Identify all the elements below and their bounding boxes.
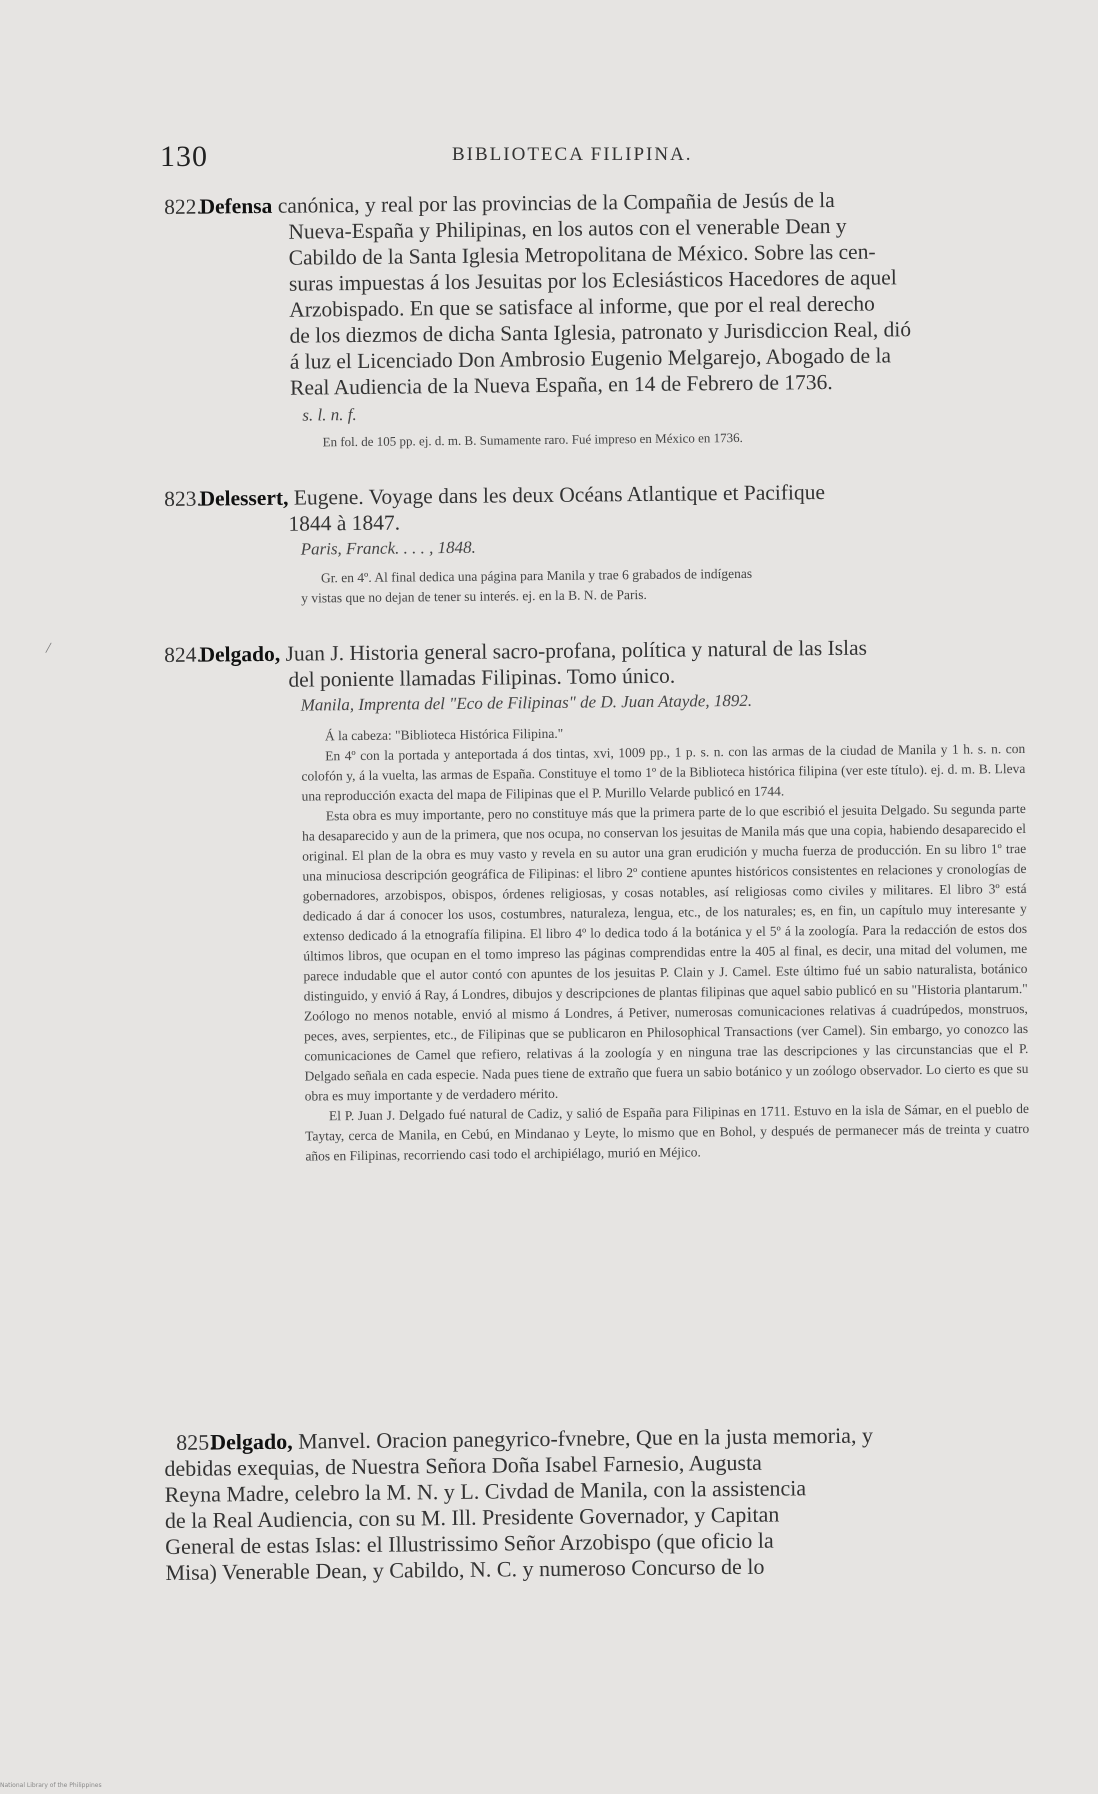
entry-title-line: suras impuestas á los Jesuitas por los Eclesiásticos Hacedores de aquel [288, 265, 897, 296]
note-paragraph: En 4º con la portada y anteportada á dos tintas, xvi, 1009 pp., 1 p. s. n. con las armas de la ciudad de Manila y 1 h. s. n. con colofón y, á la vuelta, las armas de España. Constituye el tomo 1º de la Biblioteca histórica filipina (ver este título). ej. d. m. B. Lleva una reproducción exacta del mapa de Filipinas que el P. Murillo Velarde publicó en 1744. [301, 740, 1026, 804]
entry-title-line: del poniente llamadas Filipinas. Tomo único. [288, 663, 676, 692]
entry-title-line: Nueva-España y Philipinas, en los autos con el venerable Dean y [288, 213, 847, 244]
entry-number: 824. [164, 642, 202, 667]
entry-title-line: de los diezmos de dicha Santa Iglesia, patronato y Jurisdiccion Real, dió [289, 317, 912, 348]
entry-title-line: Manvel. Oracion panegyrico-fvnebre, Que en la justa memoria, y [297, 1422, 874, 1454]
entry-title-line: Misa) Venerable Dean, y Cabildo, N. C. y numeroso Concurso de lo [165, 1553, 765, 1585]
entry-title-line: Eugene. Voyage dans les deux Océans Atlantique et Pacifique [293, 480, 826, 510]
note-line: Gr. en 4º. Al final dedica una página para Manila y trae 6 grabados de indígenas [320, 565, 753, 586]
imprint: s. l. n. f. [302, 404, 357, 425]
note-line: y vistas que no dejan de tener su interés. ej. en la B. N. de Paris. [301, 586, 647, 606]
note-paragraph: El P. Juan J. Delgado fué natural de Cadiz, y salió de España para Filipinas en 1711. Estuvo en la isla de Sámar, en el pueblo de Taytay, cerca de Manila, en Cebú, en Mindanao y Leyte, lo mismo que en Bohol, y después de permanecer más de treinta y cuatro años en Filipinas, recorriendo casi todo el archipiélago, murió en Méjico. [305, 1100, 1030, 1164]
entry-number: 825. [175, 1429, 215, 1455]
entry-822 [164, 185, 1027, 454]
entry-number: 822. [164, 194, 202, 219]
entry-title-line: Cabildo de la Santa Iglesia Metropolitana de México. Sobre las cen- [288, 239, 876, 270]
imprint: Paris, Franck. . . . , 1848. [300, 537, 476, 559]
running-title: BIBLIOTECA FILIPINA. [452, 144, 693, 165]
imprint: Manila, Imprenta del "Eco de Filipinas" de D. Juan Atayde, 1892. [300, 690, 753, 715]
entry-number: 823. [164, 486, 202, 511]
entry-title-line: debidas exequias, de Nuestra Señora Doña Isabel Farnesio, Augusta [164, 1449, 763, 1481]
entry-825 [164, 1421, 1026, 1586]
entry-name: Defensa [199, 193, 273, 219]
pencil-mark: / [44, 639, 52, 658]
entry-name: Delgado, [209, 1428, 293, 1455]
entry-name: Delessert, [199, 485, 289, 511]
entry-title-line: Juan J. Historia general sacro-profana, política y natural de las Islas [285, 635, 868, 666]
entry-title-line: á luz el Licenciado Don Ambrosio Eugenio Melgarejo, Abogado de la [289, 343, 892, 374]
scan-footer: National Library of the Philippines [0, 1782, 102, 1789]
entry-name: Delgado, [199, 641, 281, 667]
entry-title-line: de la Real Audiencia, con su M. Ill. Presidente Governador, y Capitan [164, 1501, 780, 1533]
entry-title-line: General de estas Islas: el Illustrissimo Señor Arzobispo (que oficio la [165, 1527, 774, 1559]
entry-824 [164, 633, 1029, 1168]
bibliographic-note: En fol. de 105 pp. ej. d. m. B. Sumamente raro. Fué impreso en México en 1736. [322, 429, 743, 450]
entry-title-line: canónica, y real por las provincias de la Compañia de Jesús de la [277, 187, 835, 218]
note-paragraph: Á la cabeza: "Biblioteca Histórica Filipina." [324, 725, 564, 744]
entry-title-line: 1844 à 1847. [288, 510, 401, 536]
entry-823 [164, 477, 1025, 610]
note-paragraph: Esta obra es muy importante, pero no constituye más que la primera parte de lo que escribió el jesuita Delgado. Su segunda parte ha desaparecido y aun de la primera, que nos ocupa, no conservan los jesuitas de Manila más que una copia, habiendo desaparecido el original. El plan de la obra es muy vasto y revela en su autor una gran erudición y mucha fuerza de producción. En su libro 1º trae una minuciosa descripción geográfica de Filipinas: el libro 2º contiene apuntes históricos consistentes en relaciones y cronologías de gobernadores, arzobispos, obispos, órdenes religiosas, y cosas notables, así religiosas como civiles y militares. El libro 3º está dedicado á dar á conocer los usos, costumbres, naturaleza, lengua, etc., de los naturales; es, en fin, un capítulo muy interesante y extenso dedicado á la etnografía filipina. El libro 4º lo dedica todo á la botánica y el 5º á la zoología. Para la redacción de estos dos últimos libros, que ocupan en el tomo impreso las páginas comprendidas entre la 405 al final, es decir, una mitad del volumen, me parece indudable que el autor contó con apuntes de los jesuitas P. Clain y J. Camel. Este último fué un sabio naturalista, botánico distinguido, y envió á Ray, á Londres, dibujos y descripciones de plantas filipinas que aquel sabio publicó en su "Historia plantarum." Zoólogo no menos notable, envió al mismo á Londres, á Petiver, numerosas comunicaciones relativas á cuadrúpedos, monstruos, peces, aves, serpientes, etc., de Filipinas que se publicaron en Philosophical Transactions (ver Camel). Sin embargo, yo conozco las comunicaciones de Camel que refiero, relativas á la zoología y en ninguna trae las descripciones y las circunstancias que el P. Delgado señala en cada especie. Nada pues tiene de extraño que fuera un sabio botánico y un zoólogo observador. Lo cierto es que su obra es muy importante y de verdadero mérito. [301, 800, 1029, 1104]
entry-title-line: Reyna Madre, celebro la M. N. y L. Civdad de Manila, con la assistencia [164, 1475, 807, 1507]
entry-title-line: Real Audiencia de la Nueva España, en 14 de Febrero de 1736. [289, 370, 833, 400]
page-number: 130 [160, 140, 208, 173]
entry-title-line: Arzobispado. En que se satisface al informe, que por el real derecho [289, 291, 875, 322]
page-header [160, 140, 1020, 180]
commentary [165, 719, 1030, 1168]
